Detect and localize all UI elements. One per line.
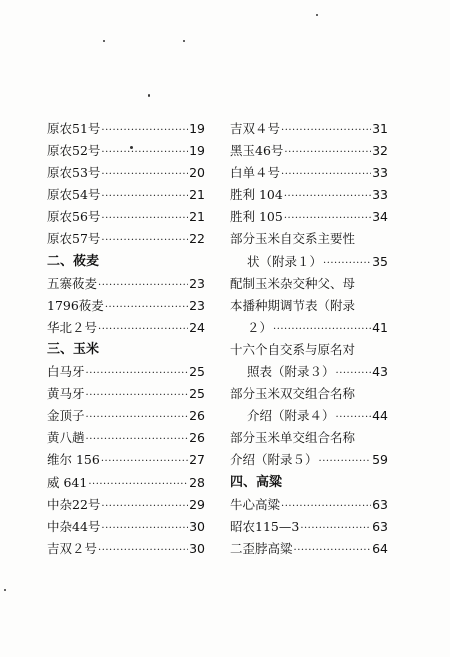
toc-entry-title: 原农52号 [47,143,101,159]
dot-leader [281,164,371,186]
toc-entry[interactable] [47,273,205,295]
dot-leader [300,518,371,540]
toc-entry-page-number: 24 [189,319,205,335]
toc-entry-title: 黑玉46号 [230,143,284,159]
dot-leader [86,385,189,407]
toc-entry-page-number: 35 [372,253,388,269]
toc-entry-title: 吉双２号 [47,540,98,556]
toc-entry-title: 牛心高粱 [230,496,281,512]
toc-entry-text: 部分玉米单交组合名称 [230,430,356,446]
dot-leader [86,407,189,429]
toc-entry-title: 五寨莜麦 [47,275,98,291]
toc-entry[interactable] [47,295,205,317]
toc-entry-page-number: 41 [372,319,388,335]
toc-entry[interactable] [230,317,388,339]
toc-entry-page-number: 23 [189,297,205,313]
toc-entry-title: 状（附录１） [247,253,323,269]
toc-entry-title: 中杂44号 [47,518,101,534]
toc-entry-page-number: 64 [372,540,388,556]
toc-entry-page-number: 44 [372,408,388,424]
toc-entry-title: 金顶子 [47,408,85,424]
toc-entry-text: 本播种期调节表（附录 [230,297,356,313]
toc-entry-title: 昭农115—3 [230,518,300,534]
toc-entry[interactable] [47,427,205,449]
toc-entry-title: 1796莜麦 [47,297,104,313]
dot-leader [294,540,372,562]
toc-entry[interactable] [230,405,388,427]
dot-leader [281,120,371,142]
toc-entry[interactable] [47,317,205,339]
section-heading: 二、莜麦 [47,253,100,269]
toc-entry-page-number: 63 [372,496,388,512]
toc-entry-page-number: 30 [189,540,205,556]
toc-entry[interactable] [47,516,205,538]
scan-speck [148,94,150,97]
toc-entry[interactable] [47,140,205,162]
toc-entry-title: 华北２号 [47,319,98,335]
toc-entry[interactable] [47,472,205,494]
toc-entry-title: 原农53号 [47,165,101,181]
toc-entry[interactable] [230,184,388,206]
toc-entry-text: 十六个自交系与原名对 [230,341,356,357]
toc-entry-title: 胜利 104 [230,187,283,203]
toc-entry-page-number: 25 [189,386,205,402]
toc-entry-page-number: 63 [372,518,388,534]
toc-entry-page-number: 32 [372,143,388,159]
toc-entry-text: 配制玉米杂交种父、母 [230,275,356,291]
toc-entry-title: 胜利 105 [230,209,283,225]
dot-leader [98,319,188,341]
toc-entry-page-number: 27 [189,452,205,468]
toc-entry-page-number: 26 [189,408,205,424]
toc-entry-page-number: 26 [189,430,205,446]
toc-entry-page-number: 21 [189,187,205,203]
toc-entry-title: 白马牙 [47,364,85,380]
toc-entry-page-number: 22 [189,231,205,247]
toc-entry-title: 维尔 156 [47,452,100,468]
dot-leader [319,451,372,473]
toc-entry[interactable] [47,118,205,140]
dot-leader [101,186,188,208]
toc-entry[interactable] [47,405,205,427]
toc-entry[interactable] [230,140,388,162]
toc-entry-title: 原农51号 [47,121,101,136]
toc-entry-title: 黄马牙 [47,386,85,402]
toc-entry-page-number: 31 [372,121,388,136]
toc-entry[interactable] [47,383,205,405]
toc-column-right [230,118,388,560]
toc-entry-title: 原农57号 [47,231,101,247]
toc-entry-page-number: 20 [189,165,205,181]
toc-entry-title: 黄八趟 [47,430,85,446]
dot-leader [101,518,188,540]
toc-entry-title: 原农54号 [47,187,101,203]
toc-entry[interactable] [230,494,388,516]
dot-leader [336,407,372,429]
toc-entry-page-number: 19 [189,121,205,136]
toc-column-left [47,118,205,560]
toc-entry[interactable] [230,361,388,383]
toc-entry-page-number: 43 [372,364,388,380]
toc-entry-page-number: 33 [372,187,388,203]
toc-entry[interactable] [47,449,205,471]
section-heading: 四、高粱 [230,474,283,490]
toc-entry[interactable] [47,538,205,560]
dot-leader [101,451,188,473]
scan-speck [4,589,6,591]
toc-entry-text: 部分玉米自交系主要性 [230,231,356,247]
toc-entry-page-number: 33 [372,165,388,181]
dot-leader [284,186,371,208]
toc-entry[interactable] [230,251,388,273]
dot-leader [336,363,372,385]
toc-entry-title: ２） [247,319,273,335]
dot-leader [86,429,189,451]
dot-leader [323,253,371,275]
scan-speck [183,40,185,42]
toc-entry[interactable] [230,118,388,140]
dot-leader [98,540,188,562]
dot-leader [88,474,188,496]
scan-speck [103,40,105,42]
toc-entry-title: 介绍（附录５） [230,452,318,468]
toc-entry-page-number: 19 [189,143,205,159]
toc-entry-title: 中杂22号 [47,496,101,512]
toc-entry-page-number: 30 [189,518,205,534]
toc-entry-title: 白单４号 [230,165,281,181]
dot-leader [101,120,188,142]
toc-entry-title: 照表（附录３） [247,364,335,380]
scan-speck [316,14,318,16]
toc-entry-page-number: 21 [189,209,205,225]
toc-entry-title: 介绍（附录４） [247,408,335,424]
toc-entry[interactable] [47,494,205,516]
toc-entry-page-number: 23 [189,275,205,291]
toc-entry-title: 原农56号 [47,209,101,225]
dot-leader [101,164,188,186]
toc-entry-page-number: 59 [372,452,388,468]
toc-entry-page-number: 28 [189,474,205,490]
toc-entry-title: 吉双４号 [230,121,281,136]
dot-leader [101,142,188,164]
toc-entry-title: 威 641 [47,474,88,490]
toc-entry[interactable] [47,206,205,228]
toc-entry[interactable] [47,184,205,206]
toc-entry-page-number: 25 [189,364,205,380]
dot-leader [273,319,371,341]
toc-entry[interactable] [230,206,388,228]
toc-entry-page-number: 29 [189,496,205,512]
toc-entry[interactable] [47,228,205,250]
toc-entry[interactable] [230,538,388,560]
toc-entry[interactable] [47,361,205,383]
dot-leader [101,230,188,252]
toc-entry[interactable] [230,162,388,184]
toc-entry[interactable] [230,516,388,538]
dot-leader [86,363,189,385]
dot-leader [105,297,188,319]
dot-leader [98,275,188,297]
dot-leader [281,496,371,518]
toc-entry-title: 二歪脖高粱 [230,540,293,556]
section-heading: 三、玉米 [47,341,100,357]
toc-entry-page-number: 34 [372,209,388,225]
dot-leader [284,208,371,230]
toc-entry[interactable] [47,162,205,184]
dot-leader [284,142,371,164]
dot-leader [101,496,188,518]
dot-leader [101,208,188,230]
toc-entry-text: 部分玉米双交组合名称 [230,386,356,402]
toc-entry[interactable] [230,449,388,471]
